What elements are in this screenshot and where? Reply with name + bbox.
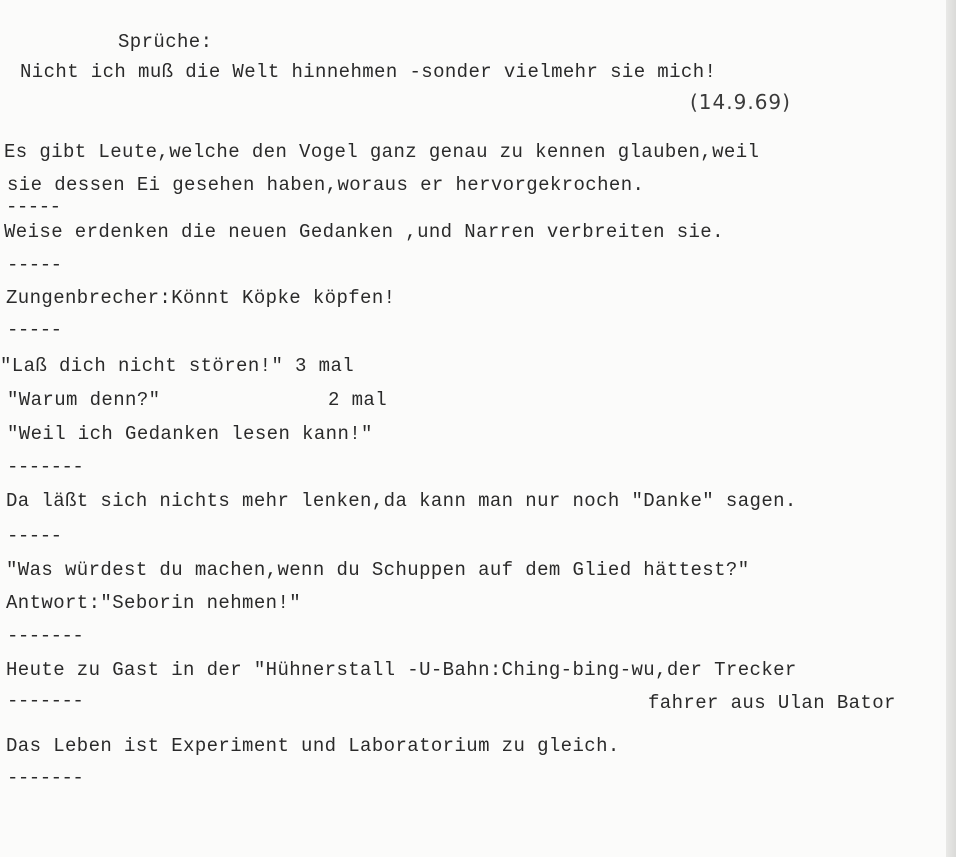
separator: ----- (7, 254, 62, 276)
text-line: Da läßt sich nichts mehr lenken,da kann man nur noch "Danke" sagen. (6, 490, 797, 512)
separator: ----- (7, 525, 62, 547)
text-line: fahrer aus Ulan Bator (648, 692, 896, 714)
text-line: Nicht ich muß die Welt hinnehmen -sonder vielmehr sie mich! (20, 61, 717, 83)
separator: ------- (7, 690, 84, 712)
text-line: "Warum denn?" (7, 389, 161, 411)
text-line: 2 mal (328, 389, 388, 411)
separator: ------- (7, 456, 84, 478)
separator: ------- (7, 767, 84, 789)
text-line: Zungenbrecher:Könnt Köpke köpfen! (6, 287, 396, 309)
text-line: Weise erdenken die neuen Gedanken ,und Narren verbreiten sie. (4, 221, 724, 243)
text-line: Es gibt Leute,welche den Vogel ganz genau zu kennen glauben,weil (4, 141, 760, 163)
text-line: "Laß dich nicht stören!" 3 mal (0, 355, 355, 377)
text-line: "Weil ich Gedanken lesen kann!" (7, 423, 373, 445)
page-edge (946, 0, 956, 857)
separator: ----- (6, 196, 61, 218)
text-line: sie dessen Ei gesehen haben,woraus er hervorgekrochen. (7, 174, 645, 196)
separator: ----- (7, 319, 62, 341)
text-line: Antwort:"Seborin nehmen!" (6, 592, 302, 614)
text-line: Das Leben ist Experiment und Laboratorium zu gleich. (6, 735, 620, 757)
text-line: Heute zu Gast in der "Hühnerstall -U-Bahn:Ching-bing-wu,der Trecker (6, 659, 797, 681)
handwritten-date: (14.9.69) (690, 90, 791, 114)
text-line: "Was würdest du machen,wenn du Schuppen auf dem Glied hättest?" (6, 559, 750, 581)
heading: Sprüche: (118, 31, 213, 53)
separator: ------- (7, 625, 84, 647)
